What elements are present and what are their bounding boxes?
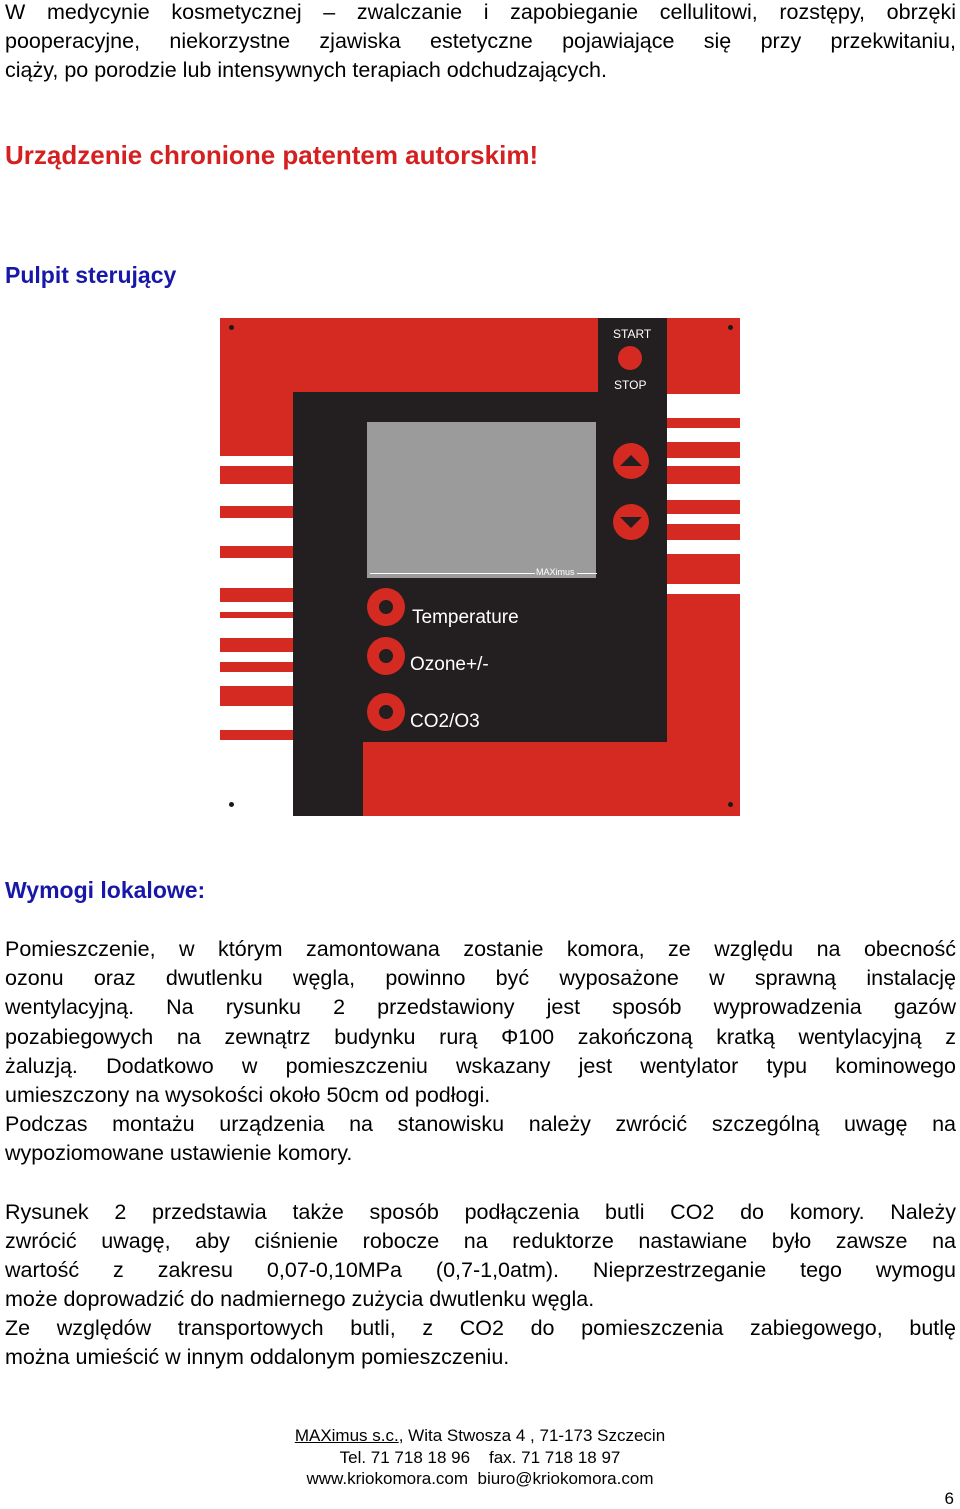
- ozone-button-icon[interactable]: [367, 637, 405, 675]
- stripe: [667, 484, 740, 500]
- footer-contact-line: [0, 1447, 960, 1468]
- stripe: [220, 602, 294, 612]
- stop-label: STOP: [614, 378, 647, 392]
- stripe: [220, 706, 294, 730]
- stripe: [667, 540, 740, 554]
- stripe: [667, 514, 740, 524]
- footer-website-link[interactable]: www.kriokomora.com: [306, 1469, 469, 1488]
- start-label: START: [613, 327, 652, 341]
- arrow-up-icon[interactable]: [613, 443, 649, 479]
- control-panel-heading: Pulpit sterujący: [5, 262, 177, 288]
- req-p4-line-1: Ze względów transportowych butli, z CO2 do pomieszczenia zabiegowego, butlę: [5, 1316, 956, 1340]
- arrow-down-glyph: [613, 504, 649, 540]
- ozone-label: Ozone+/-: [410, 654, 489, 675]
- footer-email-link[interactable]: biuro@kriokomora.com: [477, 1469, 654, 1488]
- stripe: [220, 652, 294, 662]
- footer-fax: fax. 71 718 18 97: [488, 1448, 621, 1467]
- co2-label: CO2/O3: [410, 711, 480, 732]
- mounting-hole: [728, 325, 733, 330]
- temperature-button-icon[interactable]: [367, 588, 405, 626]
- req-p1-line-2: ozonu oraz dwutlenku węgla, powinno być wyposażone w sprawną instalację: [5, 966, 956, 990]
- req-p3-line-4: może doprowadzić do nadmiernego zużycia dwutlenku węgla.: [5, 1287, 595, 1311]
- req-p3-line-3: wartość z zakresu 0,07-0,10MPa (0,7-1,0atm). Nieprzestrzeganie tego wymogu: [5, 1258, 956, 1282]
- mounting-hole: [229, 325, 234, 330]
- req-p3-line-1: Rysunek 2 przedstawia także sposób podłączenia butli CO2 do komory. Należy: [5, 1200, 956, 1224]
- footer-address: , Wita Stwosza 4 , 71-173 Szczecin: [398, 1426, 666, 1445]
- req-p3-line-2: zwrócić uwagę, aby ciśnienie robocze na reduktorze nastawiane było zawsze na: [5, 1229, 956, 1253]
- mounting-hole: [229, 802, 234, 807]
- footer-address-line: [0, 1425, 960, 1446]
- req-p1-line-5: żaluzją. Dodatkowo w pomieszczeniu wskazany jest wentylator typu kominowego: [5, 1054, 956, 1078]
- stripe: [667, 458, 740, 466]
- start-button-icon[interactable]: [618, 346, 642, 370]
- requirements-heading: Wymogi lokalowe:: [5, 877, 206, 903]
- req-p1-line-4: pozabiegowych na zewnątrz budynku rurą Φ100 zakończoną kratką wentylacyjną z: [5, 1025, 956, 1049]
- arrow-down-icon[interactable]: [613, 504, 649, 540]
- req-p1-line-3: wentylacyjną. Na rysunku 2 przedstawiony jest sposób wyprowadzenia gazów: [5, 995, 956, 1019]
- mounting-hole: [728, 802, 733, 807]
- req-p2-line-1: Podczas montażu urządzenia na stanowisku należy zwrócić szczególną uwagę na: [5, 1112, 956, 1136]
- intro-line-1: W medycynie kosmetycznej – zwalczanie i zapobieganie cellulitowi, rozstępy, obrzęki: [5, 0, 956, 24]
- stripe: [220, 456, 294, 466]
- panel-body-foot: [293, 738, 363, 816]
- co2-button-icon[interactable]: [367, 693, 405, 731]
- stripe: [667, 394, 740, 418]
- arrow-up-glyph: [613, 443, 649, 479]
- req-p4-line-2: można umieścić w innym oddalonym pomieszczeniu.: [5, 1345, 510, 1369]
- patent-note: Urządzenie chronione patentem autorskim!: [5, 140, 539, 170]
- stripe: [220, 558, 294, 588]
- footer-company-link[interactable]: MAXimus s.c.: [294, 1426, 399, 1445]
- stripe: [220, 484, 294, 506]
- stripe: [220, 518, 294, 546]
- stripe: [220, 618, 294, 638]
- stripe: [667, 428, 740, 442]
- temperature-label: Temperature: [412, 607, 519, 628]
- footer-web-line: [0, 1468, 960, 1489]
- stripe: [667, 584, 740, 594]
- intro-line-3: ciąży, po porodzie lub intensywnych terapiach odchudzających.: [5, 58, 607, 82]
- footer-phone: Tel. 71 718 18 96: [339, 1448, 471, 1467]
- display-screen: [367, 422, 596, 578]
- intro-line-2: pooperacyjne, niekorzystne zjawiska estetyczne pojawiające się przy przekwitaniu,: [5, 29, 956, 53]
- req-p2-line-2: wypoziomowane ustawienie komory.: [5, 1141, 353, 1165]
- control-panel-image: [220, 318, 740, 816]
- stripe: [220, 672, 294, 686]
- brand-label: MAXimus: [536, 567, 575, 577]
- req-p1-line-6: umieszczony na wysokości około 50cm od podłogi.: [5, 1083, 491, 1107]
- page-number: 6: [944, 1489, 954, 1508]
- req-p1-line-1: Pomieszczenie, w którym zamontowana zostanie komora, ze względu na obecność: [5, 937, 956, 961]
